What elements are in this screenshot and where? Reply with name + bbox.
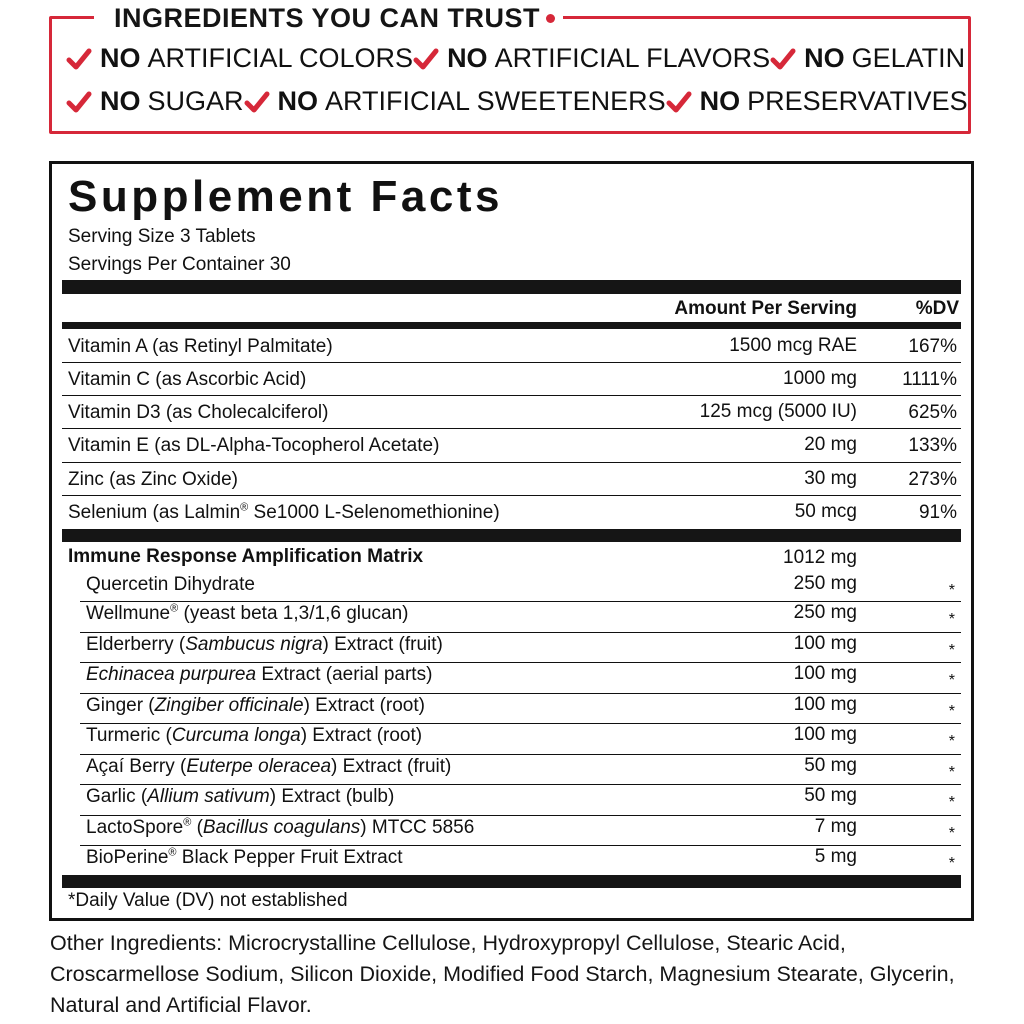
matrix-amount: 1012 mg [783, 547, 857, 568]
name-part: ) MTCC 5856 [360, 817, 475, 838]
no-label: NO [804, 43, 845, 73]
nutrient-amount: 20 mg [804, 434, 857, 455]
name-part: Vitamin D3 (as Cholecalciferol) [68, 402, 329, 423]
nutrient-name [68, 502, 500, 524]
checkmark-icon [770, 46, 796, 72]
name-part: Vitamin A (as Retinyl Palmitate) [68, 336, 333, 357]
ingredient-amount: 50 mg [804, 755, 857, 776]
no-label: NO [277, 86, 319, 116]
table-row [62, 462, 961, 496]
latin-name: Allium sativum [147, 786, 270, 807]
ingredient-amount: 250 mg [793, 573, 857, 594]
trust-item [666, 86, 968, 117]
trust-item [66, 43, 413, 74]
ingredient-name [86, 847, 402, 869]
table-row [62, 428, 961, 463]
name-part: ) Extract (root) [300, 725, 423, 746]
latin-name: Bacillus coagulans [202, 817, 361, 838]
trust-item-label: ARTIFICIAL SWEETENERS [325, 86, 666, 116]
servings-per-container: Servings Per Container 30 [68, 254, 291, 275]
nutrient-dv: 625% [908, 402, 957, 423]
latin-name: Zingiber officinale [154, 695, 304, 716]
matrix-name: Immune Response Amplification Matrix [68, 546, 424, 567]
ingredient-dv: * [948, 703, 955, 720]
nutrient-amount: 50 mcg [794, 501, 857, 522]
thick-divider-2 [62, 529, 961, 542]
nutrient-name [68, 469, 238, 491]
trust-item [244, 86, 666, 117]
ingredient-dv: * [948, 855, 955, 872]
name-part: Zinc (as Zinc Oxide) [68, 469, 238, 490]
name-part: Vitamin E (as DL-Alpha-Tocopherol Acetate) [68, 435, 440, 456]
ingredient-dv: * [948, 642, 955, 659]
no-label: NO [699, 86, 741, 116]
trust-item [770, 43, 965, 74]
name-part: Se1000 L-Selenomethionine) [248, 502, 500, 523]
ingredient-dv: * [948, 764, 955, 781]
header-dv: %DV [915, 298, 959, 319]
table-row [80, 845, 961, 875]
trust-row-2 [66, 86, 968, 117]
trust-item-label: SUGAR [147, 86, 244, 116]
ingredient-name [86, 574, 255, 596]
table-row [62, 395, 961, 429]
nutrient-name [68, 435, 439, 457]
name-part: (yeast beta 1,3/1,6 glucan) [178, 603, 409, 624]
trust-item-label: ARTIFICIAL COLORS [147, 43, 414, 73]
ingredient-name [86, 817, 474, 839]
table-row [80, 693, 961, 724]
trust-item-label: GELATIN [851, 43, 966, 73]
supplement-facts-panel [49, 161, 974, 921]
ingredient-amount: 100 mg [793, 663, 857, 684]
name-part: ) Extract (root) [303, 695, 425, 716]
name-part: ) Extract (fruit) [322, 634, 443, 655]
ingredient-dv: * [948, 794, 955, 811]
name-part: Black Pepper Fruit Extract [176, 847, 403, 868]
checkmark-icon [666, 89, 692, 115]
nutrient-dv: 167% [908, 336, 957, 357]
trust-title: INGREDIENTS YOU CAN TRUST [94, 1, 563, 35]
nutrient-name [68, 369, 306, 391]
trust-item-label: ARTIFICIAL FLAVORS [494, 43, 771, 73]
ingredient-name [86, 695, 425, 717]
ingredient-dv: * [948, 672, 955, 689]
name-part: Quercetin Dihydrate [86, 574, 255, 595]
nutrient-dv: 91% [918, 502, 957, 523]
medium-divider [62, 322, 961, 329]
table-row [80, 662, 961, 694]
name-part: Garlic ( [86, 786, 148, 807]
header-amount-per-serving: Amount Per Serving [674, 298, 857, 319]
name-part: ( [191, 817, 203, 838]
nutrient-name [68, 402, 328, 424]
ingredient-name [86, 786, 394, 808]
name-part: Turmeric ( [86, 725, 172, 746]
registered-mark: ® [183, 816, 192, 829]
ingredient-name [86, 603, 409, 625]
nutrient-dv: 273% [908, 469, 957, 490]
ingredients-trust-box [49, 3, 971, 134]
no-label: NO [447, 43, 488, 73]
name-part: ) Extract (fruit) [331, 756, 452, 777]
name-part: LactoSpore [86, 817, 184, 838]
ingredient-dv: * [948, 733, 955, 750]
latin-name: Euterpe oleracea [186, 756, 332, 777]
ingredient-name [86, 664, 432, 686]
table-row [62, 362, 961, 396]
table-row [62, 329, 961, 363]
ingredient-amount: 50 mg [804, 785, 857, 806]
name-part: Extract (aerial parts) [256, 664, 433, 685]
checkmark-icon [413, 46, 439, 72]
name-part: BioPerine [86, 847, 169, 868]
footnote: *Daily Value (DV) not established [68, 890, 348, 911]
name-part: Selenium (as Lalmin [68, 502, 241, 523]
nutrient-amount: 125 mcg (5000 IU) [699, 401, 857, 422]
table-row [80, 784, 961, 816]
ingredient-dv: * [948, 825, 955, 842]
checkmark-icon [66, 89, 92, 115]
no-label: NO [100, 86, 141, 116]
table-row [80, 572, 961, 602]
matrix-header-row [62, 542, 961, 572]
checkmark-icon [244, 89, 270, 115]
thick-divider [62, 280, 961, 294]
registered-mark: ® [240, 501, 249, 514]
ingredient-amount: 7 mg [814, 816, 857, 837]
ingredient-name [86, 725, 422, 747]
trust-item-label: PRESERVATIVES [747, 86, 968, 116]
ingredient-amount: 5 mg [814, 846, 857, 867]
ingredient-amount: 100 mg [793, 694, 857, 715]
serving-size: Serving Size 3 Tablets [68, 226, 256, 247]
latin-name: Echinacea purpurea [86, 664, 257, 685]
table-row [62, 495, 961, 529]
name-part: Açaí Berry ( [86, 756, 187, 777]
nutrient-name [68, 336, 333, 358]
table-row [80, 723, 961, 755]
checkmark-icon [66, 46, 92, 72]
name-part: Elderberry ( [86, 634, 186, 655]
ingredient-amount: 100 mg [793, 633, 857, 654]
nutrient-dv: 133% [908, 435, 957, 456]
latin-name: Sambucus nigra [185, 634, 323, 655]
table-row [80, 601, 961, 633]
table-row [80, 815, 961, 846]
nutrient-amount: 1000 mg [783, 368, 857, 389]
name-part: Wellmune [86, 603, 171, 624]
facts-title: Supplement Facts [68, 172, 503, 221]
ingredient-amount: 100 mg [793, 724, 857, 745]
ingredient-dv: * [948, 611, 955, 628]
ingredient-name [86, 634, 443, 656]
name-part: Ginger ( [86, 695, 155, 716]
no-label: NO [100, 43, 141, 73]
name-part: ) Extract (bulb) [269, 786, 395, 807]
thick-divider-3 [62, 875, 961, 888]
trust-item [413, 43, 770, 74]
trust-item [66, 86, 244, 117]
nutrient-dv: 1111% [902, 369, 957, 390]
trust-row-1 [66, 43, 966, 74]
latin-name: Curcuma longa [171, 725, 301, 746]
registered-mark: ® [168, 846, 177, 859]
ingredient-dv: * [948, 582, 955, 599]
other-ingredients: Other Ingredients: Microcrystalline Cellulose, Hydroxypropyl Cellulose, Stearic Acid, Croscarmellose Sodium, Silicon Dioxide, Modified Food Starch, Magnesium Stearate, Glycerin, Natural and Artificial Flavor. [50, 931, 955, 1017]
name-part: Vitamin C (as Ascorbic Acid) [68, 369, 307, 390]
ingredient-amount: 250 mg [793, 602, 857, 623]
red-dot-icon [546, 14, 555, 23]
table-row [80, 754, 961, 785]
table-row [80, 632, 961, 663]
ingredient-name [86, 756, 451, 778]
registered-mark: ® [170, 602, 179, 615]
nutrient-amount: 1500 mcg RAE [729, 335, 857, 356]
nutrient-amount: 30 mg [804, 468, 857, 489]
